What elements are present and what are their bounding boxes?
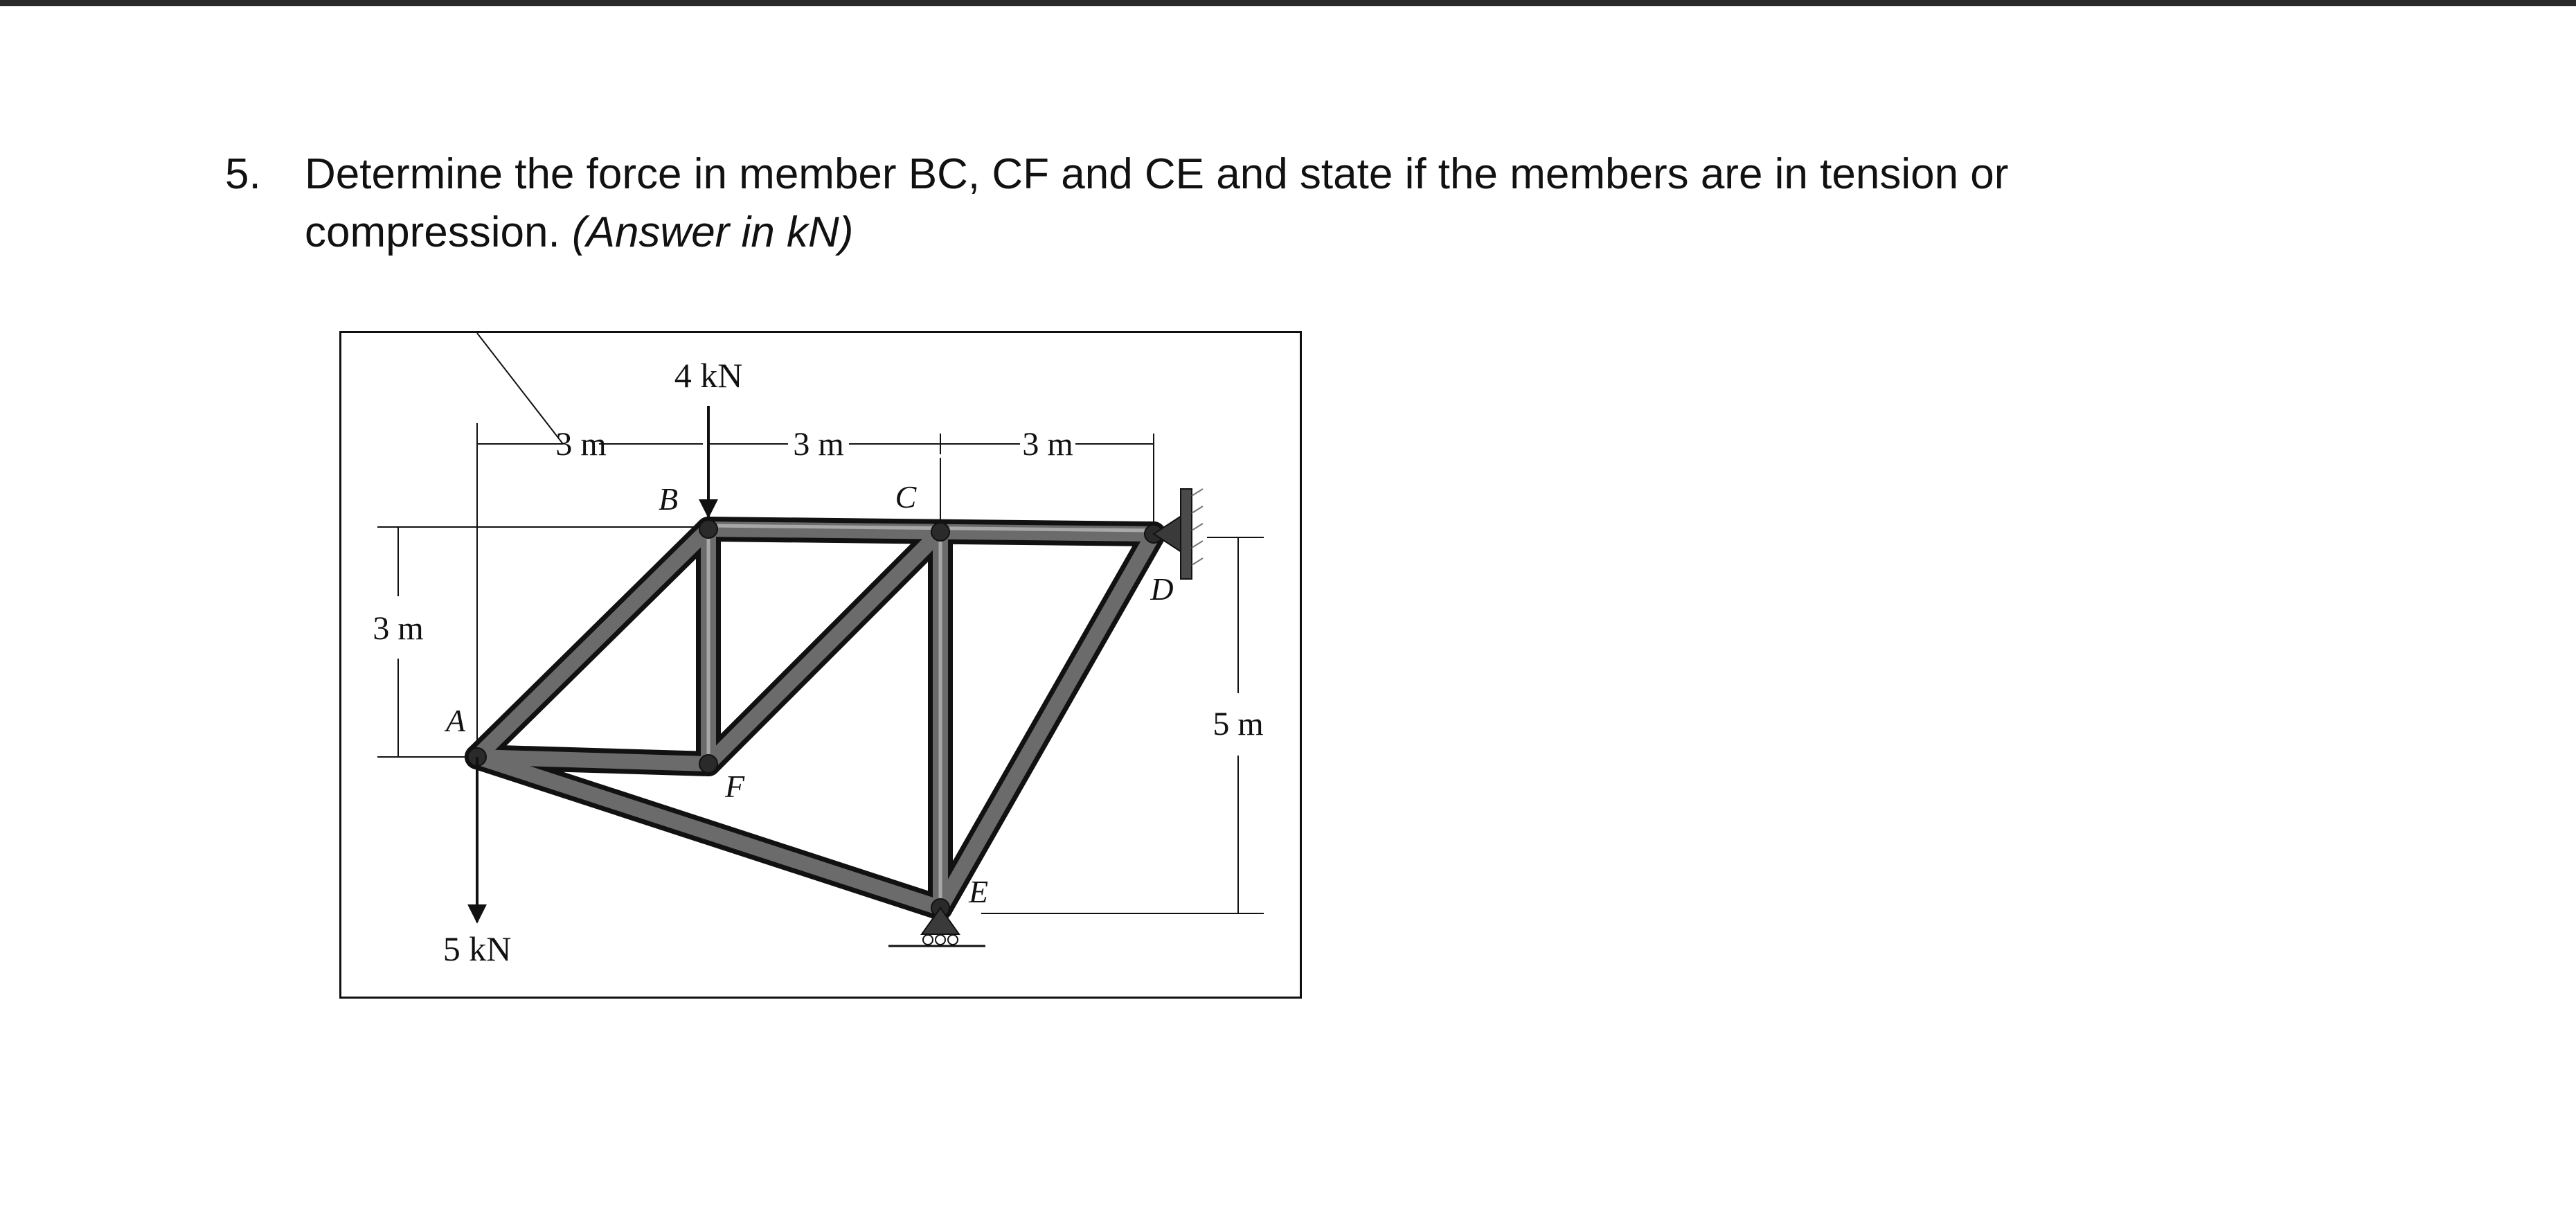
question-line-1: Determine the force in member BC, CF and CE and state if the members are in tension or: [305, 150, 2009, 198]
dimension-cd-label: 3 m: [1022, 426, 1073, 463]
joint-d-label: D: [1150, 571, 1174, 607]
support-e-rollers: [923, 935, 958, 945]
joint-a-label: A: [445, 703, 466, 738]
roller-1: [923, 935, 933, 945]
load-5kn-label: 5 kN: [442, 929, 512, 968]
joint-c-pin: [931, 523, 949, 541]
top-rule: [0, 0, 2576, 6]
question-line-2-text: compression.: [305, 208, 560, 256]
question-line-2: [305, 204, 2382, 262]
load-4kn-label: 4 kN: [674, 356, 743, 395]
question-number: 5.: [225, 150, 261, 198]
support-d-wall: [1181, 489, 1192, 579]
support-e: [888, 908, 985, 946]
wall-hatch-3: [1192, 524, 1203, 530]
joint-b-pin: [699, 520, 717, 538]
dimension-ab-label: 3 m: [555, 426, 607, 463]
joint-e-label: E: [968, 874, 989, 909]
joint-b-label: B: [658, 481, 679, 517]
truss-diagram: [341, 333, 1304, 1001]
dimension-bc-label: 3 m: [793, 426, 844, 463]
wall-hatch-2: [1192, 506, 1203, 513]
member-ab: [477, 529, 708, 757]
joint-c-label: C: [895, 479, 917, 515]
truss-figure: [339, 331, 1302, 999]
support-d: [1154, 489, 1203, 579]
wall-hatch-5: [1192, 558, 1203, 565]
member-ae: [477, 757, 940, 908]
member-fc: [708, 532, 940, 764]
question-text: [305, 145, 2382, 262]
wall-hatch-4: [1192, 541, 1203, 548]
member-fills: [477, 529, 1154, 908]
wall-hatch-1: [1192, 489, 1203, 496]
support-d-hatch: [1192, 489, 1203, 565]
member-ed: [940, 534, 1154, 908]
dimension-right-height-label: 5 m: [1213, 706, 1264, 742]
truss-members: [477, 526, 1154, 908]
dim-line-ab-left: [477, 333, 563, 444]
roller-2: [936, 935, 945, 945]
joint-f-pin: [699, 755, 717, 773]
roller-3: [948, 935, 958, 945]
dimension-left-height-label: 3 m: [373, 610, 424, 647]
joint-f-label: F: [724, 769, 745, 804]
answer-unit-note: (Answer in kN): [571, 208, 854, 256]
